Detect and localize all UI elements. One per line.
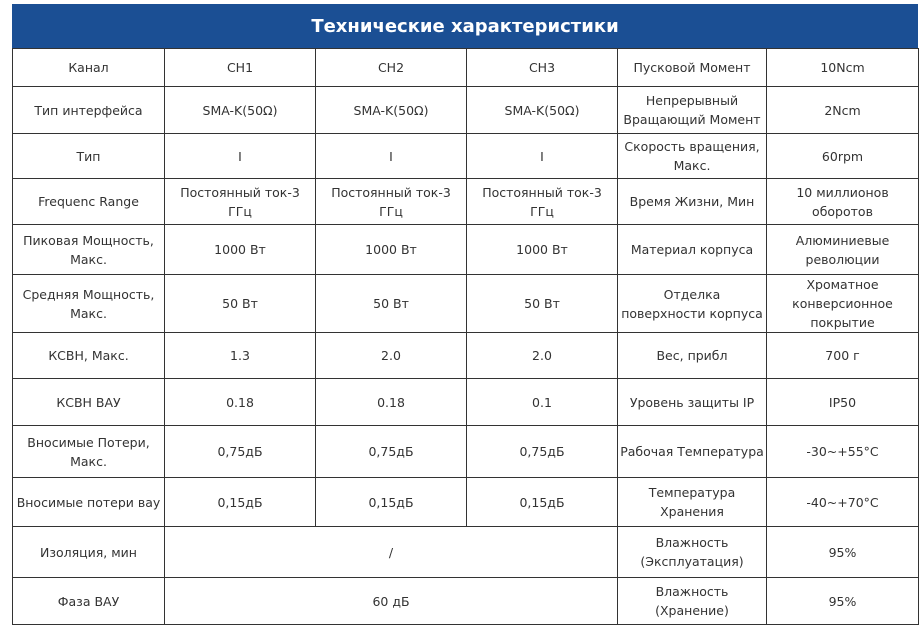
right-param-value-cell: 95% <box>767 527 919 578</box>
right-param-value-cell: 60rpm <box>767 134 919 179</box>
ch1-value-cell: 0,75дБ <box>165 426 316 478</box>
right-param-label-cell: Скорость вращения, Макс. <box>618 134 767 179</box>
param-label-cell: Средняя Мощность, Макс. <box>13 275 165 333</box>
table-row <box>13 426 919 478</box>
right-param-value-cell: 700 г <box>767 333 919 379</box>
ch3-value-cell: 1000 Вт <box>467 225 618 275</box>
table-row <box>13 379 919 426</box>
ch1-value-cell: CH1 <box>165 49 316 87</box>
ch2-value-cell: 0,75дБ <box>316 426 467 478</box>
table-row <box>13 578 919 625</box>
right-param-label-cell: Уровень защиты IP <box>618 379 767 426</box>
ch3-value-cell: I <box>467 134 618 179</box>
param-label-cell: Вносимые потери вау <box>13 478 165 527</box>
table-row <box>13 179 919 225</box>
param-label-cell: КСВН ВАУ <box>13 379 165 426</box>
right-param-label-cell: Рабочая Температура <box>618 426 767 478</box>
right-param-label-cell: Пусковой Момент <box>618 49 767 87</box>
table-row <box>13 275 919 333</box>
param-label-cell: Тип интерфейса <box>13 87 165 134</box>
right-param-value-cell: -40~+70°C <box>767 478 919 527</box>
ch1-value-cell: I <box>165 134 316 179</box>
right-param-value-cell: Хроматное конверсионное покрытие <box>767 275 919 333</box>
param-label-cell: Frequenc Range <box>13 179 165 225</box>
right-param-label-cell: Непрерывный Вращающий Момент <box>618 87 767 134</box>
ch1-value-cell: 1000 Вт <box>165 225 316 275</box>
spec-sheet <box>12 4 918 625</box>
ch2-value-cell: 0,15дБ <box>316 478 467 527</box>
right-param-label-cell: Влажность (Хранение) <box>618 578 767 625</box>
right-param-value-cell: 10Ncm <box>767 49 919 87</box>
ch2-value-cell: I <box>316 134 467 179</box>
right-param-value-cell: 10 миллионов оборотов <box>767 179 919 225</box>
param-label-cell: Фаза ВАУ <box>13 578 165 625</box>
ch3-value-cell: CH3 <box>467 49 618 87</box>
param-label-cell: Изоляция, мин <box>13 527 165 578</box>
ch3-value-cell: 0.1 <box>467 379 618 426</box>
table-row <box>13 49 919 87</box>
table-row <box>13 478 919 527</box>
ch1-value-cell: 1.3 <box>165 333 316 379</box>
right-param-value-cell: 2Ncm <box>767 87 919 134</box>
ch2-value-cell: 2.0 <box>316 333 467 379</box>
table-row <box>13 87 919 134</box>
right-param-label-cell: Влажность (Эксплуатация) <box>618 527 767 578</box>
right-param-value-cell: 95% <box>767 578 919 625</box>
right-param-value-cell: Алюминиевые революции <box>767 225 919 275</box>
ch2-value-cell: Постоянный ток-3 ГГц <box>316 179 467 225</box>
right-param-label-cell: Материал корпуса <box>618 225 767 275</box>
ch3-value-cell: 0,75дБ <box>467 426 618 478</box>
ch3-value-cell: 0,15дБ <box>467 478 618 527</box>
ch1-value-cell: 0.18 <box>165 379 316 426</box>
ch2-value-cell: 1000 Вт <box>316 225 467 275</box>
right-param-label-cell: Температура Хранения <box>618 478 767 527</box>
right-param-value-cell: IP50 <box>767 379 919 426</box>
right-param-value-cell: -30~+55°C <box>767 426 919 478</box>
param-label-cell: Канал <box>13 49 165 87</box>
table-row <box>13 333 919 379</box>
ch1-value-cell: 50 Вт <box>165 275 316 333</box>
param-label-cell: Тип <box>13 134 165 179</box>
ch3-value-cell: SMA-K(50Ω) <box>467 87 618 134</box>
ch3-value-cell: 2.0 <box>467 333 618 379</box>
param-label-cell: Вносимые Потери, Макс. <box>13 426 165 478</box>
ch2-value-cell: CH2 <box>316 49 467 87</box>
ch1-value-cell: Постоянный ток-3 ГГц <box>165 179 316 225</box>
right-param-label-cell: Вес, прибл <box>618 333 767 379</box>
ch2-value-cell: 0.18 <box>316 379 467 426</box>
spec-table-body <box>13 49 919 625</box>
merged-value-cell: / <box>165 527 618 578</box>
merged-value-cell: 60 дБ <box>165 578 618 625</box>
right-param-label-cell: Отделка поверхности корпуса <box>618 275 767 333</box>
param-label-cell: Пиковая Мощность, Макс. <box>13 225 165 275</box>
ch3-value-cell: Постоянный ток-3 ГГц <box>467 179 618 225</box>
table-row <box>13 134 919 179</box>
ch2-value-cell: 50 Вт <box>316 275 467 333</box>
table-title: Технические характеристики <box>12 4 918 48</box>
ch3-value-cell: 50 Вт <box>467 275 618 333</box>
ch1-value-cell: SMA-K(50Ω) <box>165 87 316 134</box>
ch2-value-cell: SMA-K(50Ω) <box>316 87 467 134</box>
right-param-label-cell: Время Жизни, Мин <box>618 179 767 225</box>
spec-table <box>12 48 919 625</box>
ch1-value-cell: 0,15дБ <box>165 478 316 527</box>
table-row <box>13 527 919 578</box>
param-label-cell: КСВН, Макс. <box>13 333 165 379</box>
table-row <box>13 225 919 275</box>
